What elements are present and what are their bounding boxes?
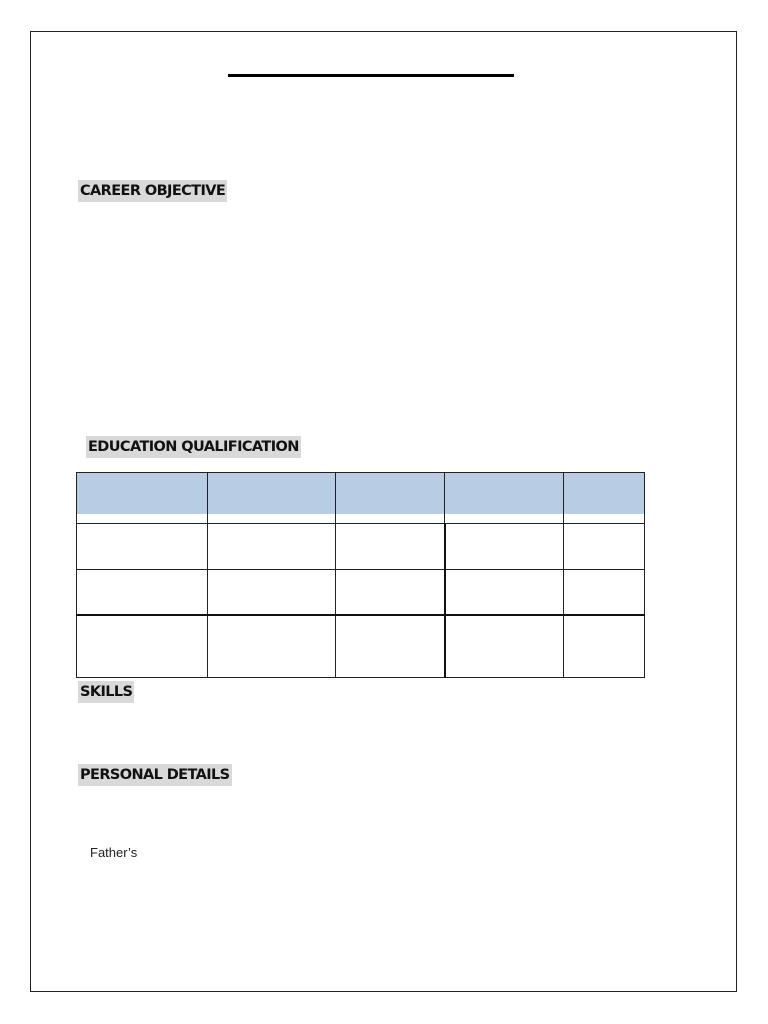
table-cell [445,615,564,678]
personal-details-heading: PERSONAL DETAILS [78,764,232,786]
education-table [76,472,645,678]
table-header-row [77,473,645,515]
education-qualification-heading: EDUCATION QUALIFICATION [86,436,301,458]
table-header-cell [564,473,645,515]
table-cell [208,570,336,616]
table-row [77,615,645,678]
table-header-cell [208,473,336,515]
table-cell [445,570,564,616]
career-objective-heading: CAREER OBJECTIVE [78,180,227,202]
table-cell [564,514,645,524]
table-cell [208,524,336,570]
skills-heading: SKILLS [78,681,134,703]
table-cell [336,570,445,616]
table-row [77,570,645,616]
table-header-cell [445,473,564,515]
table-header-cell [336,473,445,515]
fathers-name-label: Father’s [90,845,138,860]
table-cell [445,514,564,524]
table-cell [77,514,208,524]
table-row [77,524,645,570]
table-cell [445,524,564,570]
table-cell [336,615,445,678]
table-cell [77,524,208,570]
table-cell [77,615,208,678]
table-cell [336,514,445,524]
table-spacer-row [77,514,645,524]
table-cell [208,615,336,678]
table-cell [77,570,208,616]
table-cell [208,514,336,524]
table-cell [564,570,645,616]
table-cell [564,615,645,678]
table-cell [564,524,645,570]
table-header-cell [77,473,208,515]
name-underline [228,74,514,77]
table-cell [336,524,445,570]
